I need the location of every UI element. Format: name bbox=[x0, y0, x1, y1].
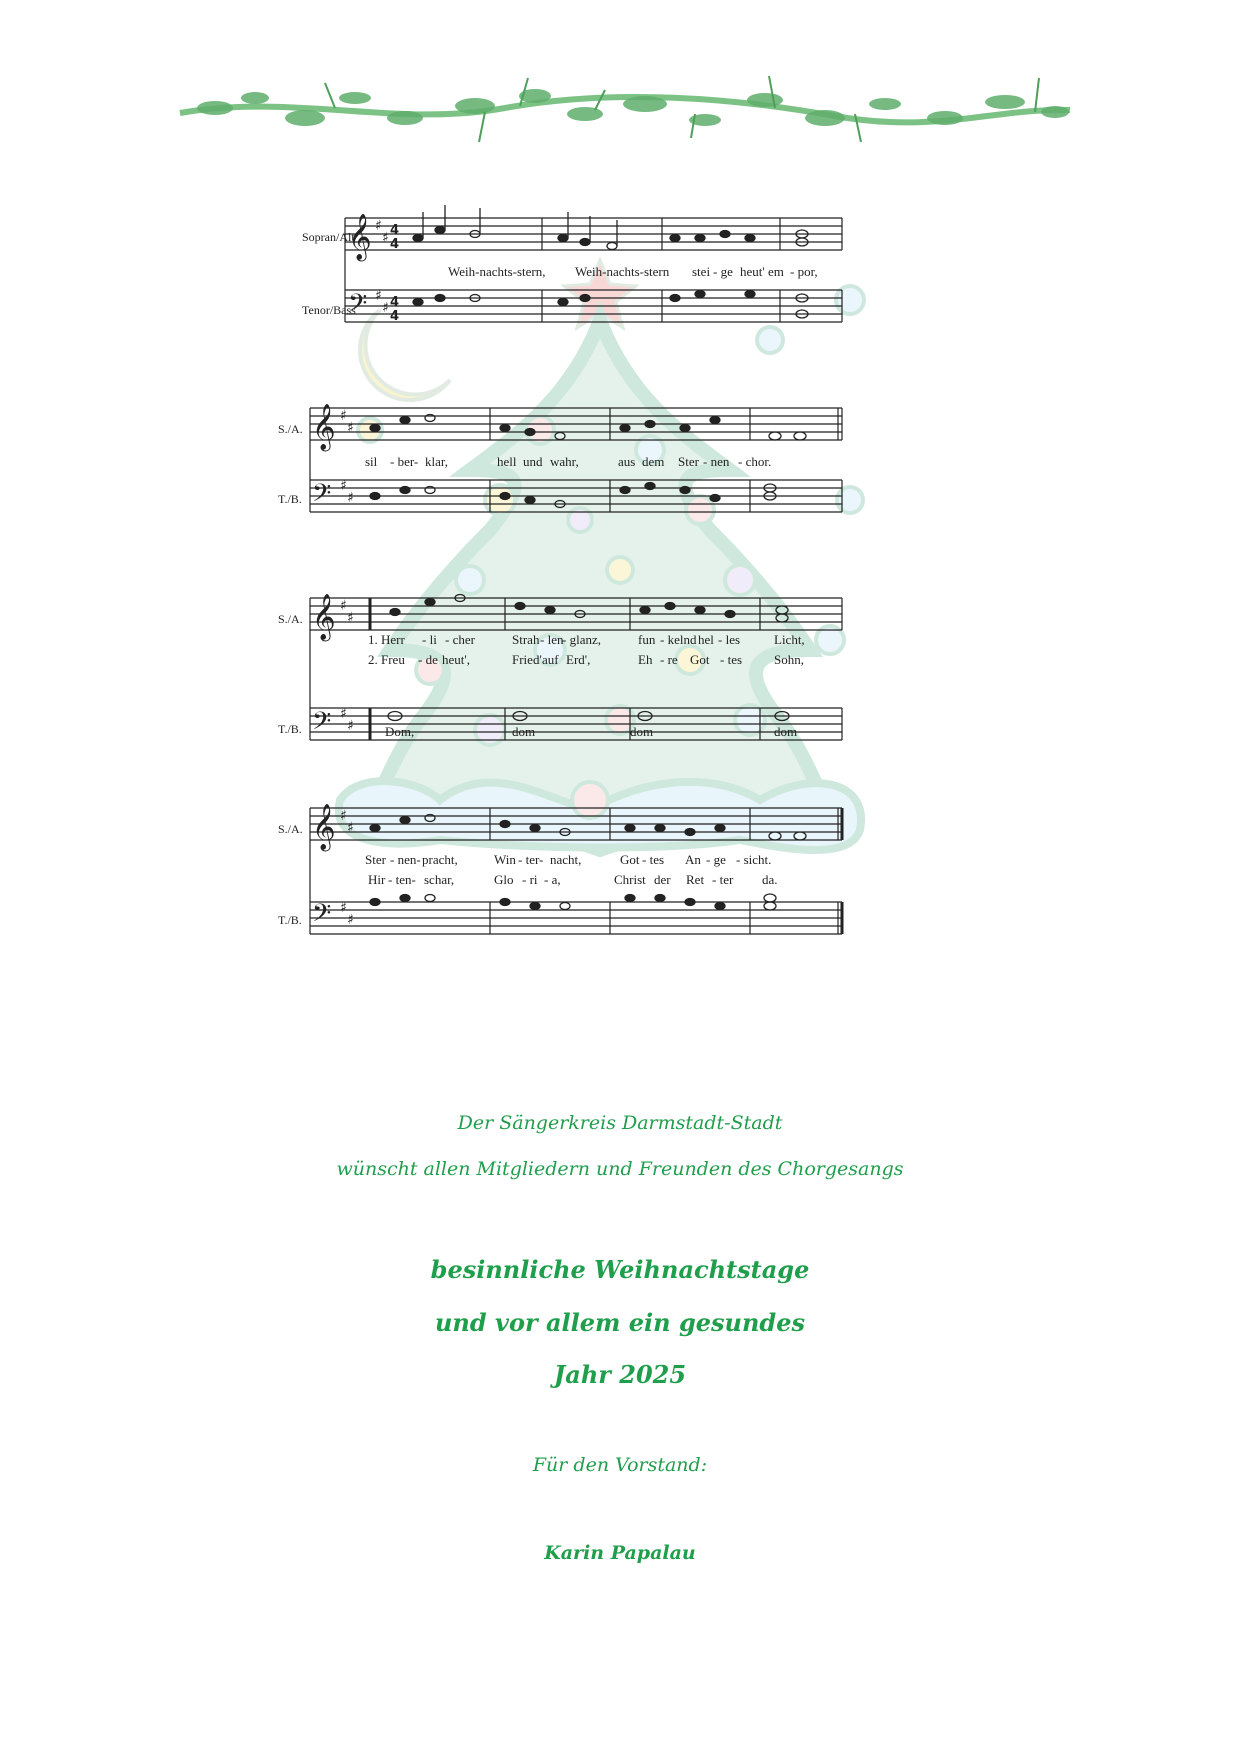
svg-text:𝄢: 𝄢 bbox=[312, 899, 332, 934]
part-label-tb-3: T./B. bbox=[278, 722, 302, 736]
lyric-word: - ter bbox=[712, 872, 734, 887]
svg-text:♯: ♯ bbox=[340, 598, 347, 614]
lyric-word: 1. Herr bbox=[368, 632, 405, 647]
svg-text:♯: ♯ bbox=[340, 478, 347, 494]
lyric-word: - tes bbox=[642, 852, 665, 867]
lyric-word: auf bbox=[542, 652, 559, 667]
lyric-word: klar, bbox=[425, 454, 448, 469]
greeting-line-1: Der Sängerkreis Darmstadt-Stadt bbox=[457, 1112, 783, 1134]
svg-text:♯: ♯ bbox=[375, 288, 382, 304]
greeting-line-5: Jahr 2025 bbox=[553, 1360, 687, 1389]
lyric-word: - glanz, bbox=[562, 632, 601, 647]
svg-text:♯: ♯ bbox=[347, 718, 354, 734]
lyric-word: Dom, bbox=[385, 724, 415, 739]
lyric-word: dom bbox=[512, 724, 536, 739]
part-label-tb-4: T./B. bbox=[278, 913, 302, 927]
lyric-word: aus bbox=[618, 454, 636, 469]
lyric-word: Ster bbox=[365, 852, 386, 867]
lyric-word: Got bbox=[620, 852, 640, 867]
svg-text:4: 4 bbox=[390, 223, 400, 238]
lyric-word: - tes bbox=[720, 652, 743, 667]
lyric-word: dom bbox=[630, 724, 654, 739]
svg-text:♯: ♯ bbox=[375, 218, 382, 234]
lyric-word: - kelnd bbox=[660, 632, 697, 647]
lyric-word: Weih-nachts-stern bbox=[575, 264, 670, 279]
lyric-word: hell bbox=[497, 454, 517, 469]
lyric-word: - de bbox=[418, 652, 438, 667]
lyric-word: und bbox=[523, 454, 543, 469]
lyric-word: nacht, bbox=[550, 852, 582, 867]
signoff-label: Für den Vorstand: bbox=[532, 1454, 708, 1476]
lyric-word: - nen- bbox=[390, 852, 421, 867]
lyric-word: Fried' bbox=[512, 652, 542, 667]
svg-text:4: 4 bbox=[390, 237, 400, 252]
svg-text:𝄞: 𝄞 bbox=[312, 594, 336, 640]
svg-text:♯: ♯ bbox=[340, 900, 347, 916]
svg-text:♯: ♯ bbox=[347, 610, 354, 626]
lyric-word: Christ bbox=[614, 872, 646, 887]
lyric-word: Ster bbox=[678, 454, 699, 469]
part-label-tb-2: T./B. bbox=[278, 492, 302, 506]
part-label-sa-2: S./A. bbox=[278, 422, 303, 436]
lyric-word: Hir bbox=[368, 872, 386, 887]
pine-garland-decoration bbox=[175, 68, 1075, 158]
lyric-word: Glo bbox=[494, 872, 514, 887]
svg-text:𝄞: 𝄞 bbox=[348, 214, 372, 260]
signature: Karin Papalau bbox=[544, 1542, 696, 1564]
lyric-word: - ber- bbox=[390, 454, 419, 469]
lyric-word: Erd', bbox=[566, 652, 591, 667]
lyric-word: - sicht. bbox=[736, 852, 772, 867]
svg-text:𝄞: 𝄞 bbox=[312, 404, 336, 450]
lyric-word: - ge bbox=[713, 264, 733, 279]
lyric-word: Licht, bbox=[774, 632, 805, 647]
greeting-line-2: wünscht allen Mitgliedern und Freunden des Chorgesangs bbox=[336, 1158, 904, 1180]
lyric-word: stei bbox=[692, 264, 711, 279]
sheet-music bbox=[278, 200, 980, 1070]
lyric-word: der bbox=[654, 872, 671, 887]
part-label-tenor-bass: Tenor/Bass bbox=[302, 303, 356, 317]
svg-text:♯: ♯ bbox=[347, 490, 354, 506]
lyric-word: - por, bbox=[790, 264, 818, 279]
lyric-word: Weih-nachts-stern, bbox=[448, 264, 546, 279]
lyric-word: - cher bbox=[445, 632, 475, 647]
lyric-word: wahr, bbox=[550, 454, 579, 469]
svg-text:♯: ♯ bbox=[340, 408, 347, 424]
lyric-word: pracht, bbox=[422, 852, 458, 867]
lyric-word: em bbox=[768, 264, 784, 279]
lyric-word: Got bbox=[690, 652, 710, 667]
svg-text:𝄞: 𝄞 bbox=[312, 804, 336, 850]
lyric-word: Ret bbox=[686, 872, 705, 887]
svg-text:𝄢: 𝄢 bbox=[348, 289, 368, 324]
lyric-word: - len bbox=[540, 632, 564, 647]
svg-text:4: 4 bbox=[390, 295, 400, 310]
lyric-word: - les bbox=[718, 632, 741, 647]
lyric-word: dom bbox=[774, 724, 798, 739]
svg-text:♯: ♯ bbox=[382, 230, 389, 246]
part-label-sa-4: S./A. bbox=[278, 822, 303, 836]
lyric-word: - ten- bbox=[388, 872, 416, 887]
svg-text:♯: ♯ bbox=[340, 808, 347, 824]
svg-text:4: 4 bbox=[390, 309, 400, 324]
lyric-word: da. bbox=[762, 872, 778, 887]
lyric-word: hel bbox=[698, 632, 714, 647]
lyric-word: dem bbox=[642, 454, 665, 469]
lyric-word: - nen bbox=[703, 454, 730, 469]
lyric-word: - chor. bbox=[738, 454, 772, 469]
lyric-word: 2. Freu bbox=[368, 652, 405, 667]
lyric-word: - li bbox=[422, 632, 437, 647]
greeting-line-3: besinnliche Weihnachtstage bbox=[430, 1255, 810, 1284]
svg-text:♯: ♯ bbox=[347, 420, 354, 436]
part-label-sa-3: S./A. bbox=[278, 612, 303, 626]
greeting-line-4: und vor allem ein gesundes bbox=[434, 1308, 805, 1337]
lyric-word: - ri bbox=[522, 872, 538, 887]
lyric-word: Win bbox=[494, 852, 516, 867]
lyric-word: - ge bbox=[706, 852, 726, 867]
svg-text:♯: ♯ bbox=[340, 706, 347, 722]
lyric-word: heut', bbox=[442, 652, 470, 667]
lyric-word: schar, bbox=[424, 872, 455, 887]
lyric-word: - a, bbox=[544, 872, 561, 887]
svg-text:♯: ♯ bbox=[382, 300, 389, 316]
lyric-word: - ter- bbox=[518, 852, 544, 867]
lyric-word: sil bbox=[365, 454, 378, 469]
svg-text:♯: ♯ bbox=[347, 820, 354, 836]
lyric-word: - re bbox=[660, 652, 678, 667]
part-label-soprano-alto: Sopran/Alt bbox=[302, 230, 355, 244]
svg-text:𝄢: 𝄢 bbox=[312, 479, 332, 514]
lyric-word: Eh bbox=[638, 652, 653, 667]
lyric-word: heut' bbox=[740, 264, 765, 279]
lyric-word: Strah bbox=[512, 632, 540, 647]
lyric-word: An bbox=[685, 852, 701, 867]
lyric-word: Sohn, bbox=[774, 652, 804, 667]
svg-text:♯: ♯ bbox=[347, 912, 354, 928]
svg-text:𝄢: 𝄢 bbox=[312, 707, 332, 742]
lyric-word: fun bbox=[638, 632, 656, 647]
